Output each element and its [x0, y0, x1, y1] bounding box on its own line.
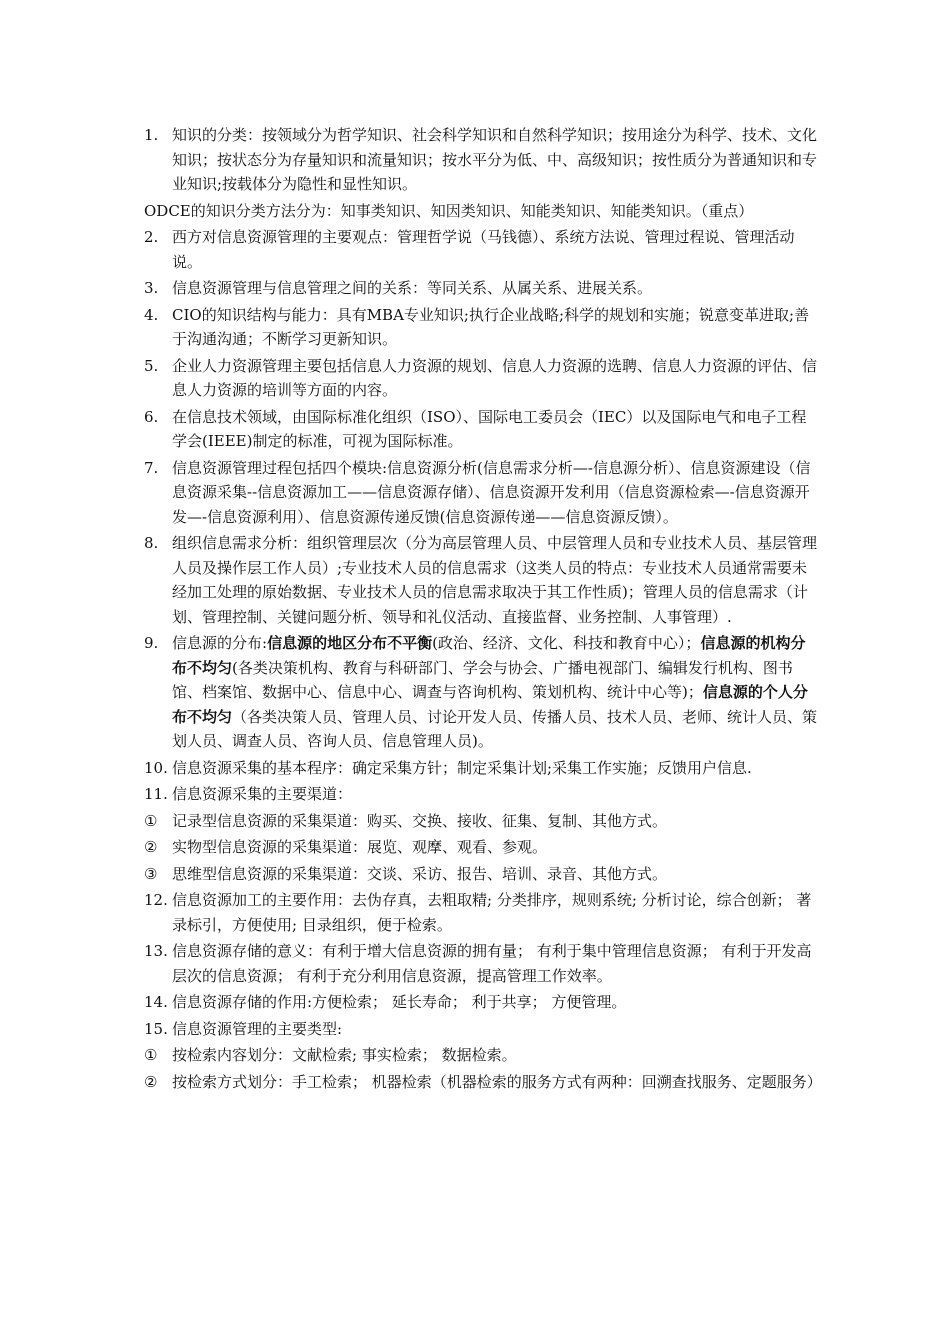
item-text: 实物型信息资源的采集渠道：展览、观摩、观看、参观。	[172, 838, 548, 856]
item-text: 信息资源管理的主要类型:	[172, 1019, 343, 1038]
item-text: 组织信息需求分析：组织管理层次（分为高层管理人员、中层管理人员和专业技术人员、基层管理人员及操作层工作人员）;专业技术人员的信息需求（这类人员的特点：专业技术人员通常需要未经加工处理的原始数据、专业技术人员的信息需求取决于其工作性质)；管理人员的信息需求（计划、管理控制、关键问题分析、领导和礼仪活动、直接监督、业务控制、人事管理）.	[172, 534, 818, 626]
item-text: 按检索内容划分：文献检索; 事实检索； 数据检索。	[172, 1046, 517, 1064]
item-number: 4.	[144, 305, 159, 324]
list-item-2	[144, 225, 820, 274]
list-item-12	[144, 888, 820, 937]
item-text: 信息资源采集的基本程序：确定采集方针；制定采集计划;采集工作实施；反馈用户信息.	[172, 758, 752, 777]
item-text: 信息资源存储的意义：有利于增大信息资源的拥有量； 有利于集中管理信息资源； 有利于开发高层次的信息资源； 有利于充分利用信息资源，提高管理工作效率。	[172, 942, 812, 985]
list-item-1	[144, 123, 820, 197]
item-text-bold: 信息源的地区分布不平衡	[267, 634, 433, 652]
item-text: CIO的知识结构与能力：具有MBA专业知识;执行企业战略;科学的规划和实施；锐意变革进取;善于沟通沟通；不断学习更新知识。	[172, 305, 810, 348]
list-item-10	[144, 756, 820, 781]
item-number: 14.	[144, 993, 168, 1011]
item-number: 3.	[144, 279, 159, 297]
document-body	[144, 123, 820, 1096]
list-item-5	[144, 354, 820, 403]
sub-item-15-1	[144, 1043, 820, 1068]
item-text: 西方对信息资源管理的主要观点：管理哲学说（马钱德）、系统方法说、管理过程说、管理活动说。	[172, 228, 795, 271]
item-text: 信息资源采集的主要渠道：	[172, 785, 353, 803]
item-number: 7.	[144, 458, 159, 477]
item-text-part: (政治、经济、文化、科技和教育中心）；	[432, 634, 701, 652]
list-item-9	[144, 631, 820, 754]
sub-item-11-3	[144, 862, 820, 887]
item-text-part: (各类决策机构、教育与科研部门、学会与协会、广播电视部门、编辑发行机构、图书馆、档案馆、数据中心、信息中心、调查与咨询机构、策划机构、统计中心等)；	[172, 658, 793, 701]
item-text-bold: 信息源的个人分布不均匀	[172, 683, 808, 726]
item-text: 在信息技术领域，由国际标准化组织（ISO）、国际电工委员会（IEC）以及国际电气和电子工程学会(IEEE)制定的标准，可视为国际标准。	[172, 407, 807, 450]
item-number: ②	[144, 838, 158, 856]
item-number: ①	[144, 1046, 158, 1064]
item-text: 信息资源存储的作用:方便检索； 延长寿命； 利于共享； 方便管理。	[172, 993, 627, 1011]
item-number: 13.	[144, 942, 168, 960]
item-number: 1.	[144, 126, 159, 144]
item-number: 8.	[144, 534, 159, 552]
item-text-bold: 信息源的机构分布不均匀	[172, 634, 806, 677]
item-number: 2.	[144, 228, 159, 246]
item-number: 11.	[144, 785, 168, 803]
item-text: 按检索方式划分：手工检索； 机器检索（机器检索的服务方式有两种：回溯查找服务、定题服务）	[172, 1072, 822, 1091]
item-text-part: 信息源的分布:	[172, 634, 268, 652]
item-text: 企业人力资源管理主要包括信息人力资源的规划、信息人力资源的选聘、信息人力资源的评估、信息人力资源的培训等方面的内容。	[172, 356, 818, 399]
list-item-7	[144, 456, 820, 530]
list-item-14	[144, 990, 820, 1015]
item-number: 15.	[144, 1019, 168, 1038]
item-number: 10.	[144, 758, 168, 777]
list-item-11	[144, 782, 820, 807]
item-number: 12.	[144, 891, 168, 909]
sub-item-11-2	[144, 835, 820, 860]
list-item-13	[144, 939, 820, 988]
item-text: 信息资源管理与信息管理之间的关系：等同关系、从属关系、进展关系。	[172, 279, 653, 297]
list-item-8	[144, 531, 820, 629]
sub-item-11-1	[144, 809, 820, 834]
item-number: ③	[144, 864, 158, 883]
item-number: 5.	[144, 356, 159, 375]
item-text-part: （各类决策人员、管理人员、讨论开发人员、传播人员、技术人员、老师、统计人员、策划人员、调查人员、咨询人员、信息管理人员)。	[172, 707, 818, 750]
list-item-6	[144, 405, 820, 454]
item-text: 信息资源管理过程包括四个模块:信息资源分析(信息需求分析—-信息源分析）、信息资源建设（信息资源采集--信息资源加工——信息资源存储）、信息资源开发利用（信息资源检索—-信息资源开发—-信息资源利用）、信息资源传递反馈(信息资源传递——信息资源反馈）。	[172, 458, 811, 526]
list-item-4	[144, 303, 820, 352]
item-text: 思维型信息资源的采集渠道：交谈、采访、报告、培训、录音、其他方式。	[172, 864, 668, 883]
item-number: 6.	[144, 407, 159, 426]
paragraph-odce: ODCE的知识分类方法分为：知事类知识、知因类知识、知能类知识、知能类知识。（重点）	[144, 201, 754, 220]
list-item-15	[144, 1017, 820, 1042]
item-number: 9.	[144, 634, 159, 652]
list-item-3	[144, 276, 820, 301]
item-text: 信息资源加工的主要作用：去伪存真，去粗取精; 分类排序，规则系统; 分析讨论，综合创新； 著录标引，方便使用; 目录组织，便于检索。	[172, 891, 812, 934]
item-text: 知识的分类：按领域分为哲学知识、社会科学知识和自然科学知识；按用途分为科学、技术、文化知识；按状态分为存量知识和流量知识；按水平分为低、中、高级知识；按性质分为普通知识和专业知识;按载体分为隐性和显性知识。	[172, 126, 818, 193]
item-number: ①	[144, 811, 158, 830]
sub-item-15-2	[144, 1070, 820, 1095]
item-text: 记录型信息资源的采集渠道：购买、交换、接收、征集、复制、其他方式。	[172, 811, 668, 830]
item-number: ②	[144, 1072, 158, 1091]
